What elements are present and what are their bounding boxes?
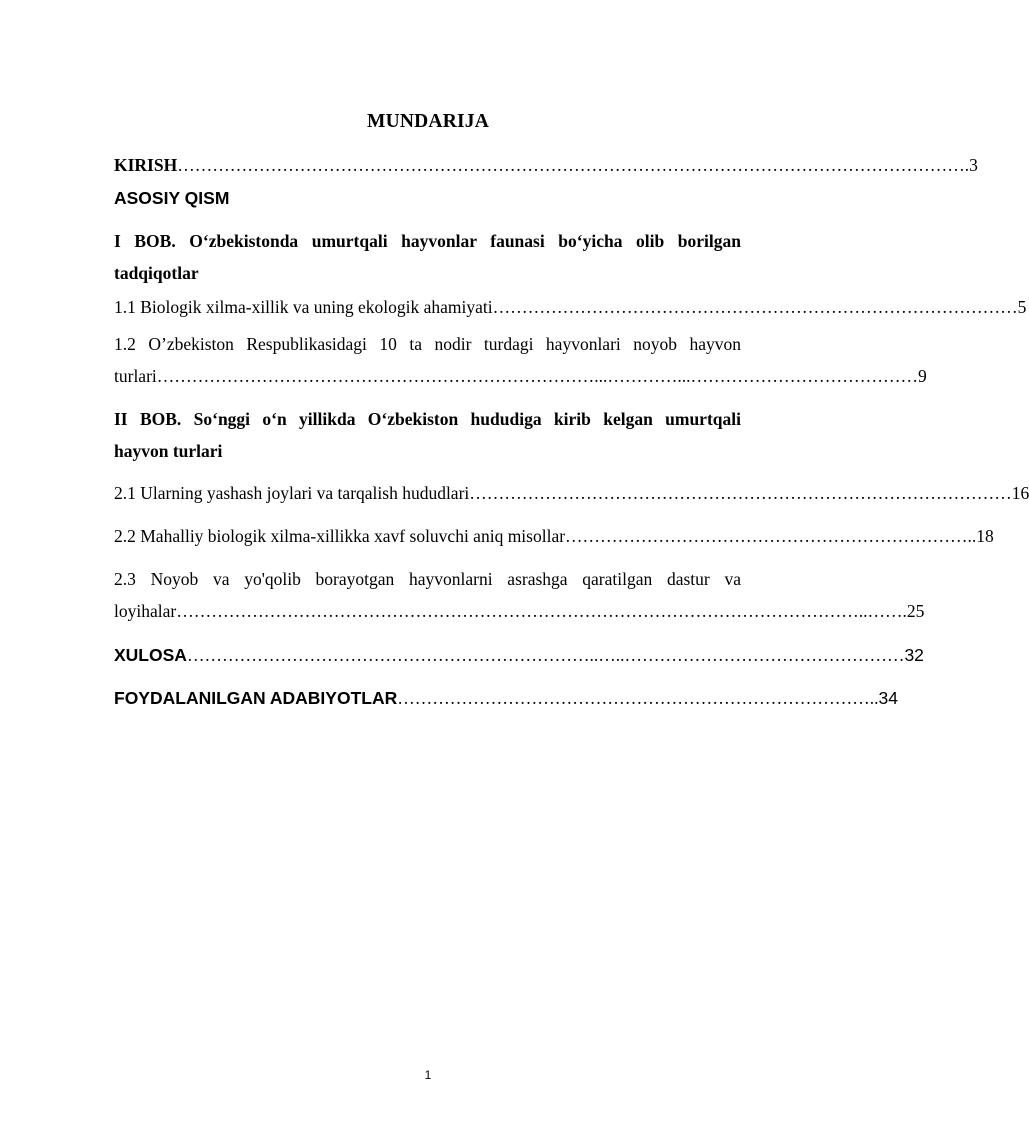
toc-entry-2-1[interactable] (114, 483, 1029, 503)
toc-page-number: 5 (1017, 297, 1027, 317)
toc-page-number: 32 (904, 645, 924, 665)
toc-leader: ……………………………………………………………………….. (397, 688, 879, 708)
toc-leader: ………………………………………………………………………………… (469, 483, 1012, 503)
toc-leader: …………………………………………………………………...…………...………………………………… (156, 366, 919, 386)
page-title: MUNDARIJA (366, 111, 490, 132)
toc-page-number: 18 (976, 526, 994, 546)
toc-entry-title: 2.1 Ularning yashash joylari va tarqalish hududlari (114, 483, 470, 503)
toc-chapter-2-line2[interactable]: hayvon turlari (114, 441, 223, 461)
toc-entry-xulosa[interactable] (114, 645, 924, 665)
toc-entry-adabiyotlar[interactable] (114, 688, 898, 708)
toc-leader: ………………………………………………………………………………………………………………………. (177, 155, 970, 175)
toc-page-number: 25 (906, 601, 925, 621)
toc-leader: ………………………………………………………………………………………………………..……. (176, 601, 907, 621)
toc-entry-1-2-line2[interactable] (114, 366, 927, 386)
toc-leader: ……………………………………………………………………………… (492, 297, 1018, 317)
toc-entry-1-1[interactable] (114, 297, 1027, 317)
toc-entry-2-3-line2[interactable] (114, 601, 925, 621)
toc-entry-title: 2.2 Mahalliy biologik xilma-xillikka xavf soluvchi aniq misollar (114, 526, 566, 546)
toc-page-number: 16 (1011, 483, 1029, 503)
page-number: 1 (424, 1068, 432, 1082)
toc-section-asosiy: ASOSIY QISM (114, 188, 230, 208)
toc-chapter-1-line2[interactable]: tadqiqotlar (114, 263, 199, 283)
toc-entry-title: 1.1 Biologik xilma-xillik va uning ekologik ahamiyati (114, 297, 493, 317)
toc-leader: …………………………………………………………….. (565, 526, 977, 546)
toc-chapter-2-line1[interactable]: II BOB. So‘nggi o‘n yillikda O‘zbekiston hududiga kirib kelgan umurtqali (114, 409, 741, 429)
toc-page-number: 3 (969, 155, 978, 175)
toc-entry-kirish[interactable] (114, 155, 978, 175)
toc-entry-title: KIRISH (114, 155, 178, 175)
toc-leader: ……………………………………………………………..…..………………………………………… (186, 645, 905, 665)
toc-entry-2-2[interactable] (114, 526, 994, 546)
toc-chapter-1-line1[interactable]: I BOB. O‘zbekistonda umurtqali hayvonlar faunasi bo‘yicha olib borilgan (114, 231, 741, 251)
toc-page-number: 9 (918, 366, 927, 386)
toc-entry-2-3-line1[interactable]: 2.3 Noyob va yo'qolib borayotgan hayvonlarni asrashga qaratilgan dastur va (114, 569, 741, 589)
toc-entry-title: loyihalar (114, 601, 177, 621)
toc-entry-1-2-line1[interactable]: 1.2 O’zbekiston Respublikasidagi 10 ta nodir turdagi hayvonlari noyob hayvon (114, 334, 741, 354)
toc-entry-title: XULOSA (114, 645, 187, 665)
toc-entry-title: turlari (114, 366, 157, 386)
toc-entry-title: FOYDALANILGAN ADABIYOTLAR (114, 688, 398, 708)
toc-page-number: 34 (878, 688, 898, 708)
